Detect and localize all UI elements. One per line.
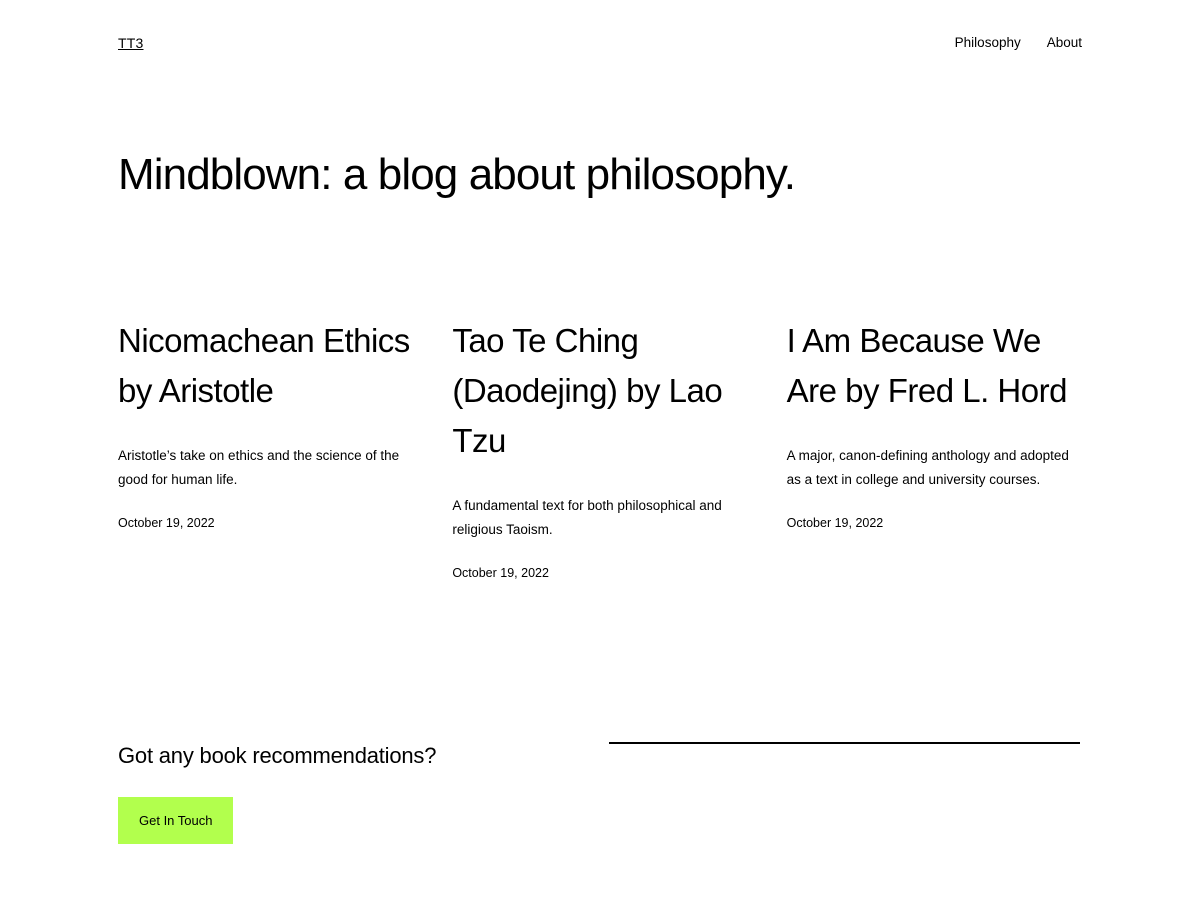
main-navigation bbox=[955, 36, 1082, 50]
post-excerpt: A fundamental text for both philosophical and religious Taoism. bbox=[452, 498, 722, 537]
post-list bbox=[118, 316, 1080, 579]
list-item[interactable] bbox=[787, 316, 1080, 579]
nav-item-about[interactable]: About bbox=[1046, 35, 1082, 51]
post-title[interactable]: I Am Because We Are by Fred L. Hord bbox=[786, 322, 1067, 410]
post-title[interactable]: Tao Te Ching (Daodejing) by Lao Tzu bbox=[452, 322, 723, 460]
list-item[interactable] bbox=[118, 316, 411, 579]
post-excerpt: A major, canon-defining anthology and adopted as a text in college and university courses. bbox=[786, 448, 1069, 487]
hero-section bbox=[118, 150, 1082, 201]
post-date: October 19, 2022 bbox=[452, 565, 549, 580]
post-title[interactable]: Nicomachean Ethics by Aristotle bbox=[118, 322, 410, 410]
site-header bbox=[118, 36, 1082, 50]
page-title: Mindblown: a blog about philosophy. bbox=[118, 150, 796, 199]
post-date: October 19, 2022 bbox=[118, 515, 215, 530]
cta-section bbox=[118, 742, 588, 844]
nav-item-philosophy[interactable]: Philosophy bbox=[954, 35, 1021, 51]
post-date: October 19, 2022 bbox=[786, 515, 884, 530]
cta-heading: Got any book recommendations? bbox=[118, 743, 437, 768]
divider bbox=[609, 742, 1080, 744]
list-item[interactable] bbox=[452, 316, 745, 579]
get-in-touch-button[interactable]: Get In Touch bbox=[118, 797, 233, 844]
site-title[interactable]: TT3 bbox=[118, 35, 144, 51]
post-excerpt: Aristotle’s take on ethics and the science of the good for human life. bbox=[118, 448, 400, 487]
